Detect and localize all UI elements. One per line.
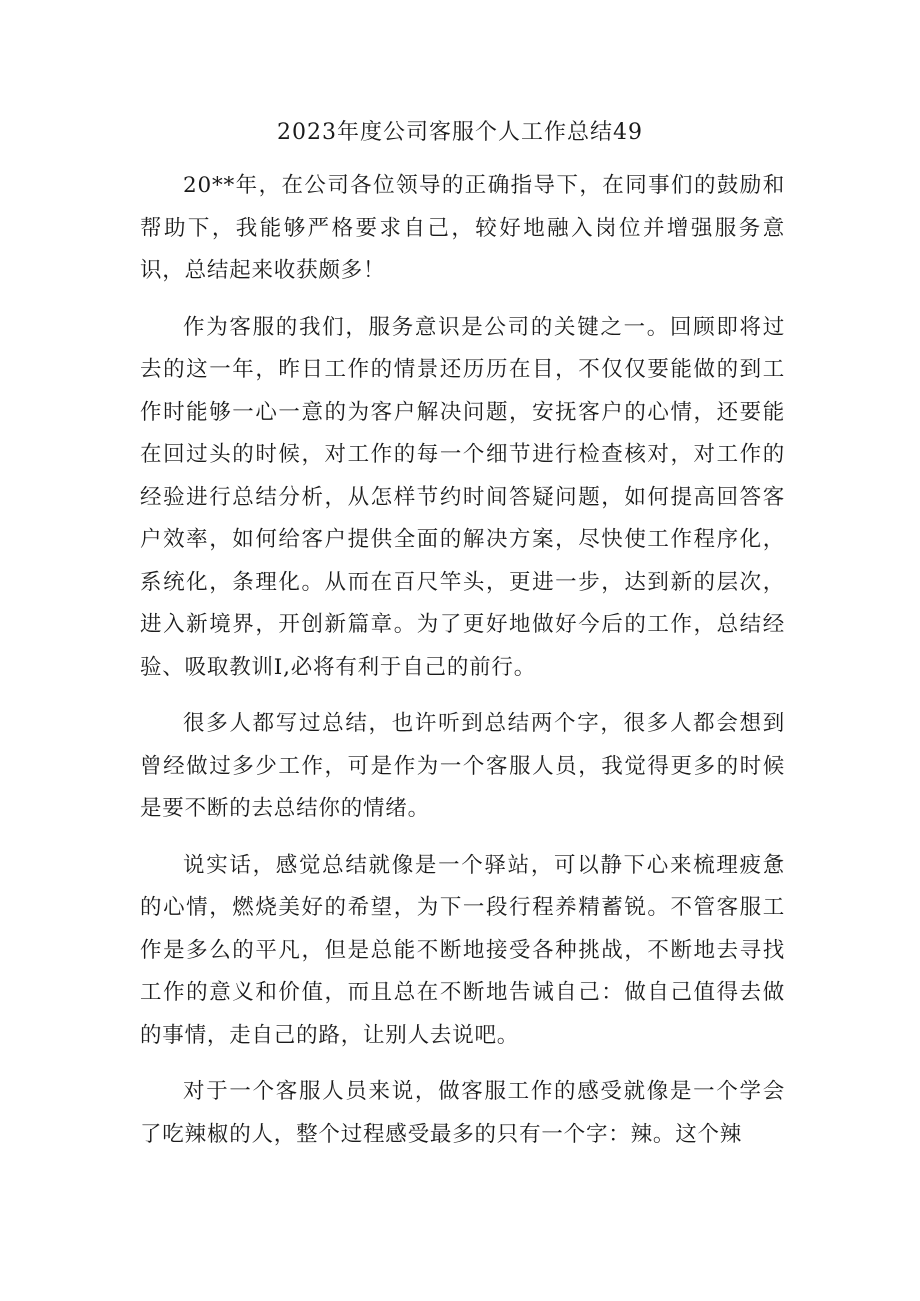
paragraph-station: 说实话，感觉总结就像是一个驿站，可以静下心来梳理疲惫的心情，燃烧美好的希望，为下一段行程养精蓄锐。不管客服工作是多么的平凡，但是总能不断地接受各种挑战，不断地去寻找工作的意义和价值，而且总在不断地告诫自己：做自己值得去做的事情，走自己的路，让别人去说吧。 <box>140 852 785 1048</box>
paragraph-service-awareness: 作为客服的我们，服务意识是公司的关键之一。回顾即将过去的这一年，昨日工作的情景还历历在目，不仅仅要能做的到工作时能够一心一意的为客户解决问题，安抚客户的心情，还要能在回过头的时候，对工作的每一个细节进行检查核对，对工作的经验进行总结分析，从怎样节约时间答疑问题，如何提高回答客户效率，如何给客户提供全面的解决方案，尽快使工作程序化，系统化，条理化。从而在百尺竿头，更进一步，达到新的层次，进入新境界，开创新篇章。为了更好地做好今后的工作，总结经验、吸取教训I,必将有利于自己的前行。 <box>140 314 785 680</box>
paragraph-summary-emotion: 很多人都写过总结，也许听到总结两个字，很多人都会想到曾经做过多少工作，可是作为一个客服人员，我觉得更多的时候是要不断的去总结你的情绪。 <box>140 711 785 821</box>
paragraph-intro: 20**年，在公司各位领导的正确指导下，在同事们的鼓励和帮助下，我能够严格要求自己，较好地融入岗位并增强服务意识，总结起来收获颇多！ <box>140 173 785 283</box>
paragraph-spicy: 对于一个客服人员来说，做客服工作的感受就像是一个学会了吃辣椒的人，整个过程感受最多的只有一个字：辣。这个辣 <box>140 1079 785 1147</box>
document-title: 2023年度公司客服个人工作总结49 <box>277 120 643 145</box>
document-body <box>140 165 785 1170</box>
